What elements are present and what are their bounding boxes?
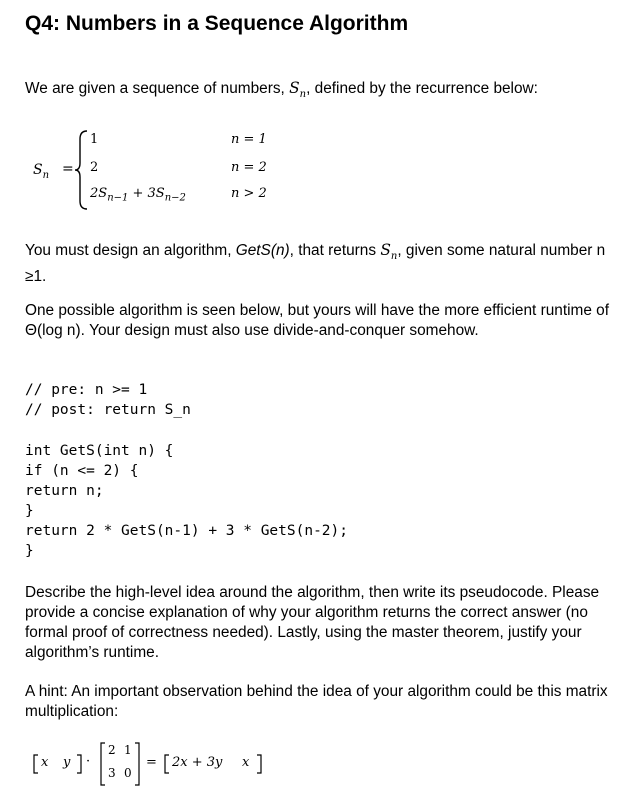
code-line: return n; (25, 483, 104, 499)
design-text-line2: ≥1. (25, 268, 47, 286)
case-3-value: $2S_{n-1} + 3S_{n-2}$ (90, 186, 186, 204)
hint-line-2: multiplication: (25, 703, 119, 720)
matrix-equals: = (146, 755, 157, 770)
right-bracket-icon (76, 754, 82, 774)
code-comment-pre: // pre: n >= 1 (25, 382, 148, 398)
design-text-after: , given some natural number n (397, 242, 606, 259)
code-block (25, 441, 348, 561)
hint-line-1: A hint: An important observation behind the idea of your algorithm could be this matrix (25, 683, 608, 700)
design-paragraph (25, 240, 637, 287)
hint-paragraph (25, 682, 637, 722)
result-second: x (242, 755, 250, 770)
code-line: int GetS(int n) { (25, 443, 174, 459)
code-comment-post: // post: return S_n (25, 402, 191, 418)
matrix-equation (0, 740, 643, 790)
row-vector-y: y (63, 755, 71, 770)
case-2-condition: n = 2 (231, 160, 267, 175)
intro-paragraph (25, 78, 637, 105)
intro-text-after: , defined by the recurrence below: (306, 80, 538, 97)
code-line: if (n <= 2) { (25, 463, 139, 479)
matrix-cell: 1 (124, 743, 132, 757)
left-bracket-icon (164, 754, 170, 774)
recurrence-equation (0, 125, 643, 215)
right-bracket-icon (256, 754, 262, 774)
possible-line-2: Θ(log n). Your design must also use divide-and-conquer somehow. (25, 322, 479, 339)
design-text-before: You must design an algorithm, (25, 242, 236, 259)
case-2-value: 2 (90, 160, 99, 175)
intro-text-before: We are given a sequence of numbers, (25, 80, 290, 97)
design-func-name: GetS(n) (235, 242, 290, 259)
code-line: return 2 * GetS(n-1) + 3 * GetS(n-2); (25, 523, 349, 539)
intro-symbol: $S_n$ (289, 79, 307, 101)
result-first: 2x + 3y (172, 755, 223, 770)
describe-line-4: algorithm’s runtime. (25, 644, 160, 661)
left-brace-icon (74, 129, 90, 211)
case-1-condition: n = 1 (231, 132, 267, 147)
recurrence-lhs: $S_n$ (33, 162, 50, 181)
describe-paragraph (25, 583, 637, 663)
matrix-cell: 2 (108, 743, 116, 757)
recurrence-equals: = (62, 161, 74, 177)
describe-line-2: provide a concise explanation of why your algorithm returns the correct answer (no (25, 604, 588, 621)
row-vector-x: x (41, 755, 49, 770)
matrix-cell: 3 (108, 766, 116, 780)
page-title: Q4: Numbers in a Sequence Algorithm (25, 12, 409, 35)
describe-line-1: Describe the high-level idea around the algorithm, then write its pseudocode. Please (25, 584, 600, 601)
describe-line-3: formal proof of correctness needed). Lastly, using the master theorem, justify your (25, 624, 582, 641)
case-3-condition: n > 2 (231, 186, 267, 201)
dot-operator: · (86, 754, 91, 769)
code-line: } (25, 543, 34, 559)
code-comments (25, 380, 191, 420)
case-1-value: 1 (90, 132, 99, 147)
possible-paragraph (25, 301, 637, 341)
design-symbol: $S_n$ (380, 241, 398, 263)
left-bracket-icon (33, 754, 39, 774)
design-text-mid: , that returns (289, 242, 381, 259)
right-bracket-icon (134, 742, 140, 786)
possible-line-1: One possible algorithm is seen below, but yours will have the more efficient runtime of (25, 302, 610, 319)
left-bracket-icon (100, 742, 106, 786)
code-line: } (25, 503, 34, 519)
matrix-cell: 0 (124, 766, 132, 780)
